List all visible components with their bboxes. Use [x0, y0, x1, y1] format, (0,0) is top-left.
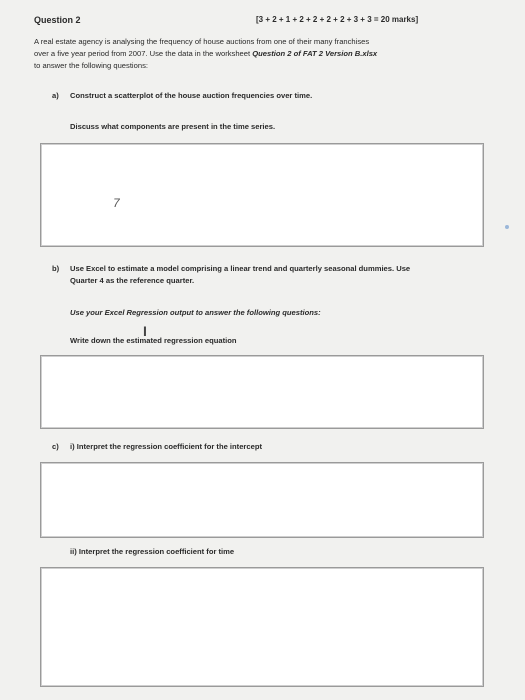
part-a-text: Construct a scatterplot of the house auction frequencies over time.: [70, 91, 313, 100]
part-a-prompt: [52, 90, 312, 102]
part-b-label: b): [52, 264, 60, 273]
answer-box-c-ii[interactable]: [40, 567, 484, 687]
part-a-sub: Discuss what components are present in the time series.: [70, 122, 276, 131]
intro-line-2: [34, 48, 494, 60]
stray-dot: [505, 225, 509, 229]
intro-line-2-text: over a five year period from 2007. Use the data in the worksheet: [34, 49, 253, 58]
question-title: Question 2: [34, 15, 81, 25]
part-b-instruction: Use your Excel Regression output to answer the following questions:: [70, 308, 321, 317]
question-intro: [34, 36, 494, 72]
marks-allocation: [3 + 2 + 1 + 2 + 2 + 2 + 2 + 3 + 3 = 20 marks]: [256, 15, 419, 24]
answer-box-b[interactable]: [40, 355, 484, 429]
answer-box-c-i[interactable]: [40, 462, 484, 538]
answer-box-a[interactable]: [40, 143, 484, 247]
part-b-sub: Write down the estimated regression equation: [70, 336, 237, 345]
part-c-label: c): [52, 442, 59, 451]
part-b-prompt: [52, 263, 492, 287]
part-c-text: i) Interpret the regression coefficient for the intercept: [70, 442, 262, 451]
part-b-line-2: Quarter 4 as the reference quarter.: [70, 276, 195, 285]
part-a-label: a): [52, 91, 59, 100]
part-c-prompt: [52, 441, 262, 453]
intro-line-1: A real estate agency is analysing the frequency of house auctions from one of their many franchises: [34, 37, 370, 46]
file-reference: Question 2 of FAT 2 Version B.xlsx: [252, 49, 378, 58]
intro-line-3: to answer the following questions:: [34, 61, 148, 70]
text-cursor-icon: I: [143, 323, 147, 339]
part-b-line-1: Use Excel to estimate a model comprising a linear trend and quarterly seasonal dummies. Use: [70, 264, 411, 273]
pen-mark: 7: [113, 196, 120, 210]
part-c-sub-ii: ii) Interpret the regression coefficient for time: [70, 547, 235, 556]
